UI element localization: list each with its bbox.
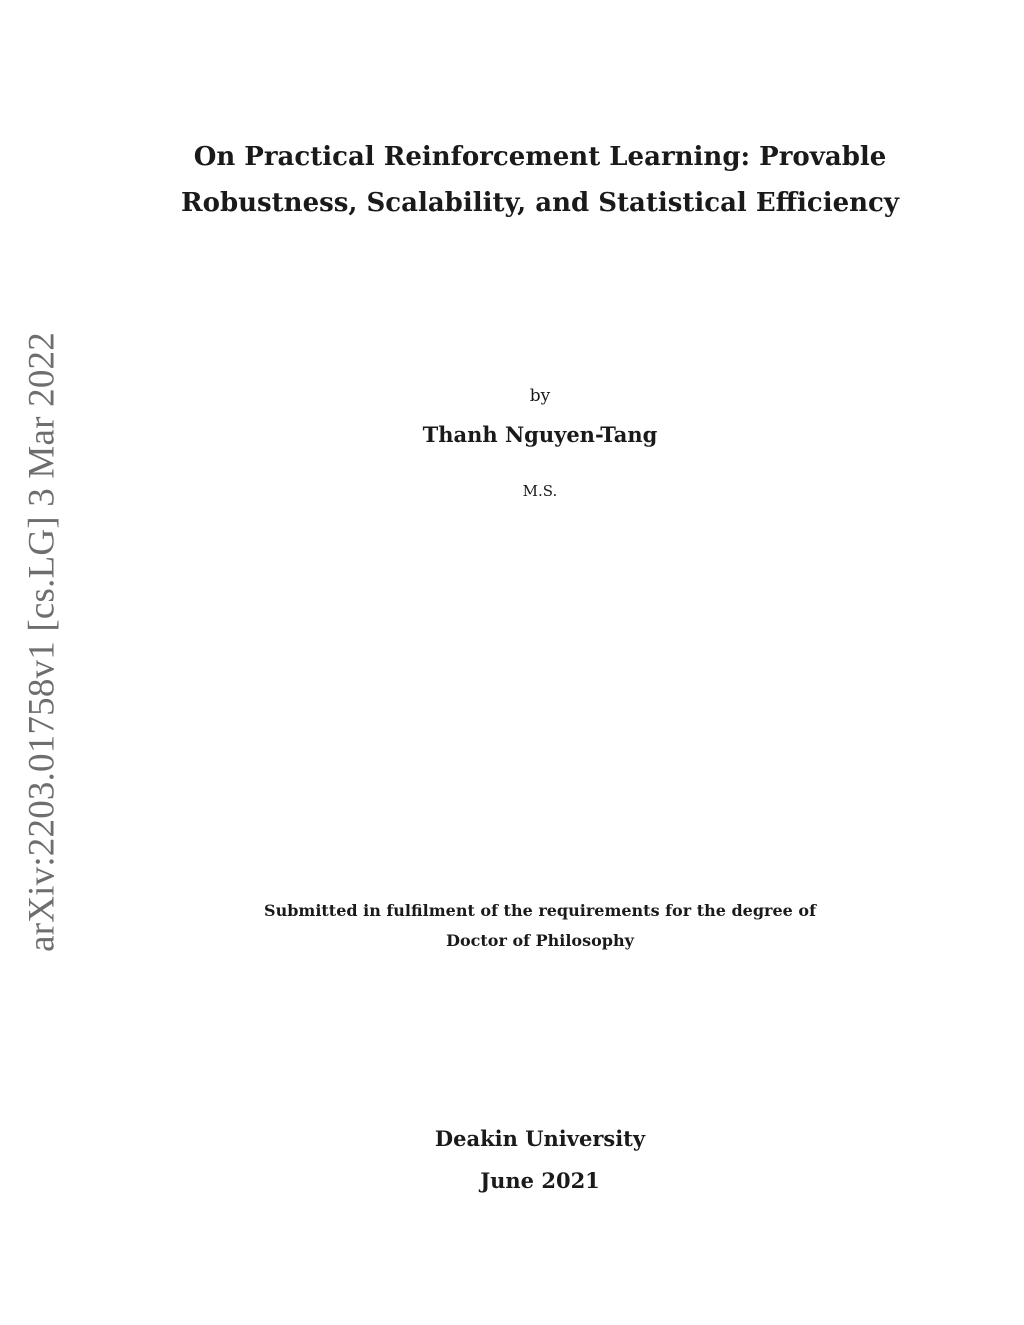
title-line-2: Robustness, Scalability, and Statistical Efficiency xyxy=(181,188,899,218)
author-degree: M.S. xyxy=(522,482,558,500)
author-name: Thanh Nguyen-Tang xyxy=(422,422,658,447)
byline: by xyxy=(529,386,551,406)
submission-statement: Submitted in fulfilment of the requirements for the degree of xyxy=(264,901,816,920)
submission-date: June 2021 xyxy=(480,1168,600,1193)
thesis-title xyxy=(150,134,930,226)
arxiv-identifier: arXiv:2203.01758v1 [cs.LG] 3 Mar 2022 xyxy=(21,332,63,952)
institution-name: Deakin University xyxy=(434,1126,646,1151)
degree-name: Doctor of Philosophy xyxy=(446,931,634,950)
title-line-1: On Practical Reinforcement Learning: Provable xyxy=(193,142,887,172)
